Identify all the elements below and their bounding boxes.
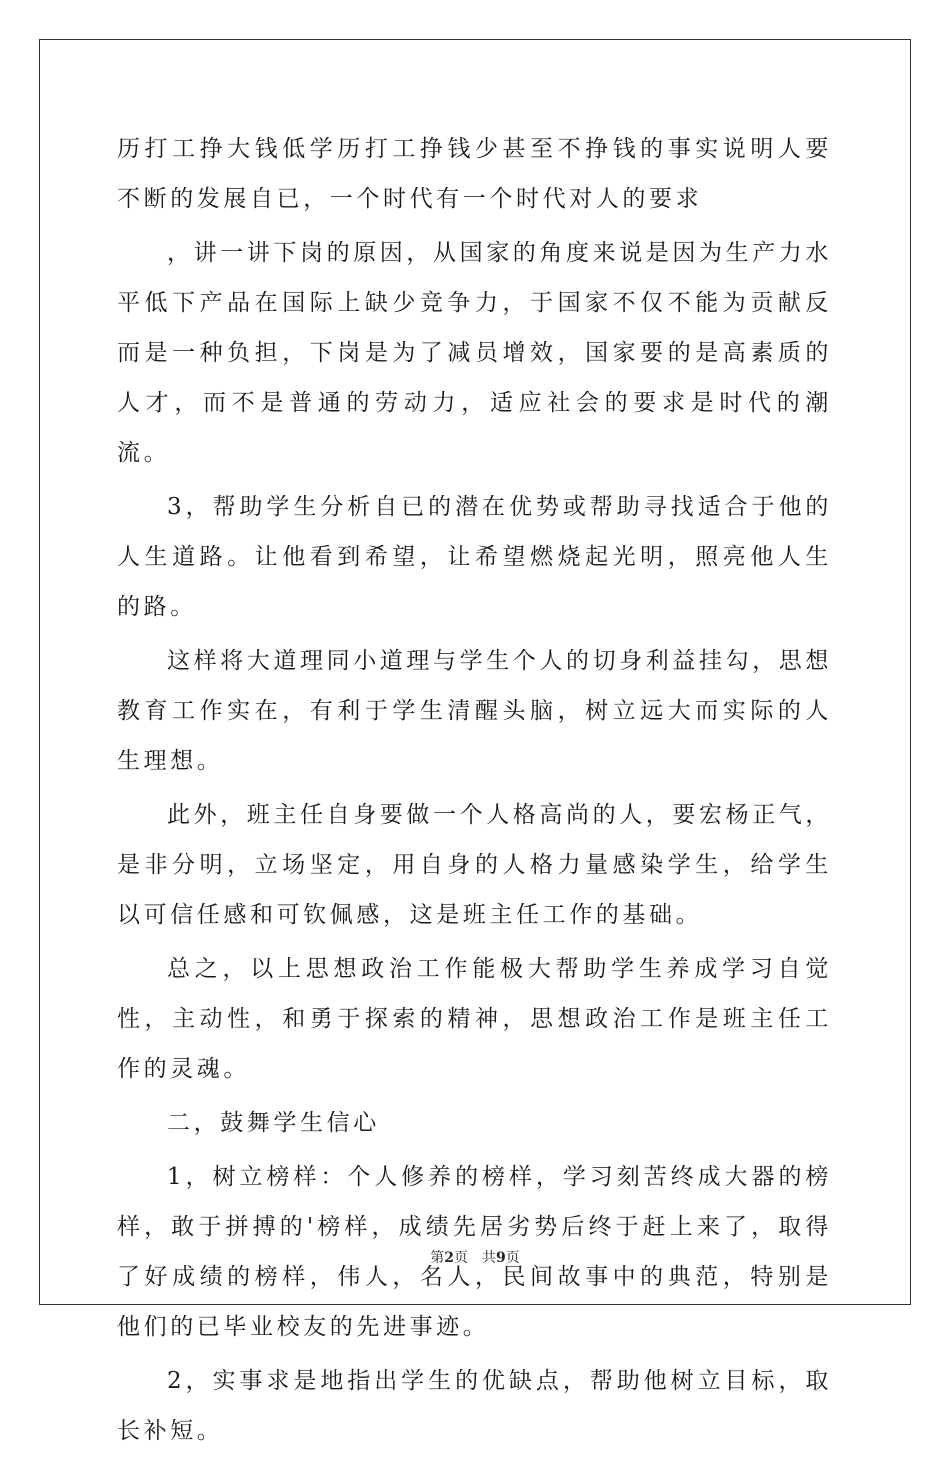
paragraph-8: 2，实事求是地指出学生的优缺点，帮助他树立目标，取长补短。 xyxy=(117,1368,832,1444)
paragraph-6: 总之，以上思想政治工作能极大帮助学生养成学习自觉性，主动性，和勇于探索的精神，思想政治工作是班主任工作的灵魂。 xyxy=(117,956,832,1082)
paragraph-1: 历打工挣大钱低学历打工挣钱少甚至不挣钱的事实说明人要不断的发展自已，一个时代有一个时代对人的要求 xyxy=(117,136,832,212)
paragraph-2: ，讲一讲下岗的原因，从国家的角度来说是因为生产力水平低下产品在国际上缺少竞争力，于国家不仅不能为贡献反而是一种负担，下岗是为了减员增效，国家要的是高素质的人才，而不是普通的劳动力，适应社会的要求是时代的潮流。 xyxy=(117,240,832,466)
paragraph-3: 3，帮助学生分析自已的潜在优势或帮助寻找适合于他的人生道路。让他看到希望，让希望燃烧起光明，照亮他人生的路。 xyxy=(117,494,832,620)
total-pages-label: 共9页 xyxy=(482,1250,520,1266)
paragraph-5: 此外，班主任自身要做一个人格高尚的人，要宏杨正气，是非分明，立场坚定，用自身的人格力量感染学生，给学生以可信任感和可钦佩感，这是班主任工作的基础。 xyxy=(117,802,832,928)
section-heading: 二，鼓舞学生信心 xyxy=(167,1110,380,1136)
paragraph-4: 这样将大道理同小道理与学生个人的切身利益挂勾，思想教育工作实在，有利于学生清醒头脑，树立远大而实际的人生理想。 xyxy=(117,648,832,774)
page-number-label: 第2页 xyxy=(430,1250,468,1266)
paragraph-7: 1，树立榜样：个人修养的榜样，学习刻苦终成大器的榜样，敢于拼搏的'榜样，成绩先居劣势后终于赶上来了，取得了好成绩的榜样，伟人，名人，民间故事中的典范，特别是他们的已毕业校友的先进事迹。 xyxy=(117,1164,832,1340)
total-page-number: 9 xyxy=(496,1250,506,1266)
page-footer xyxy=(0,1247,950,1267)
current-page-number: 2 xyxy=(444,1250,454,1266)
